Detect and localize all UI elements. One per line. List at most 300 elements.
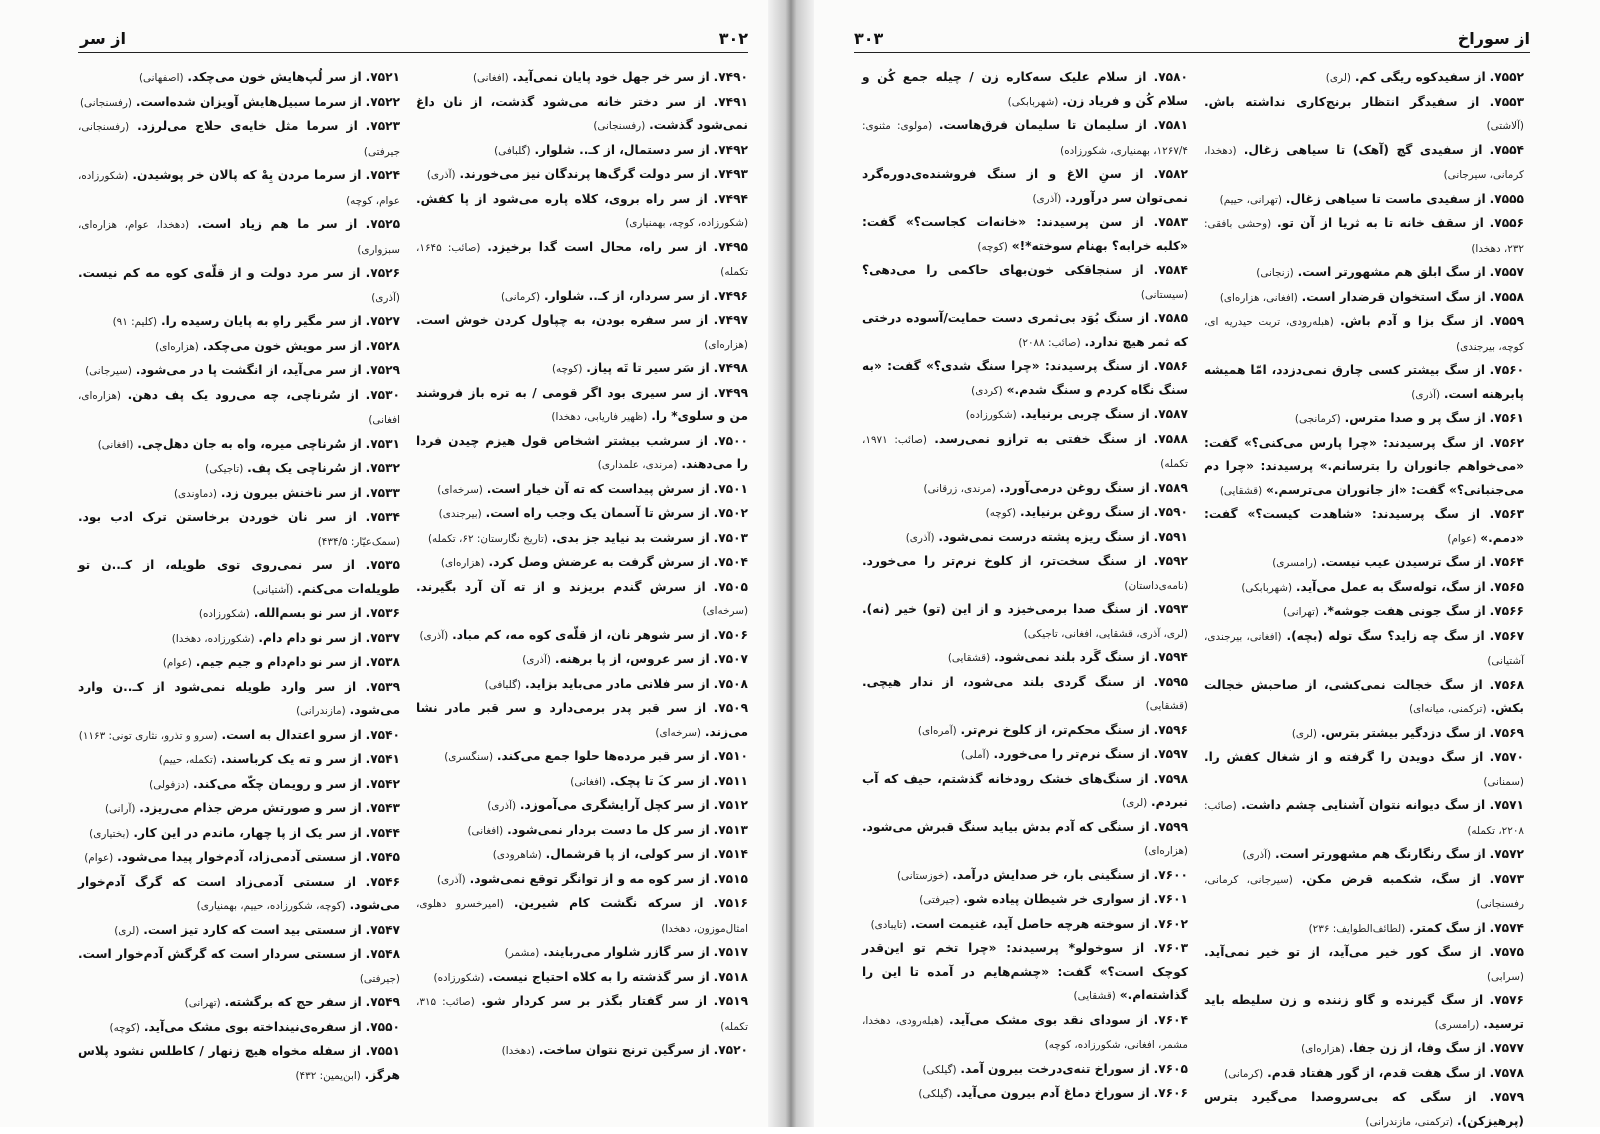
- proverb-entry: [1204, 941, 1524, 989]
- proverb-entry: [1204, 91, 1524, 139]
- proverb-source: (تاریخ نگارستان: ۶۲، تکمله): [428, 532, 548, 545]
- proverb-entry: [862, 550, 1188, 598]
- entry-number: ۷۵۳۲.: [365, 461, 400, 475]
- proverb-entry: [78, 1016, 400, 1041]
- proverb-text: از سر و ته یک کرباسند.: [220, 752, 362, 766]
- proverb-text: از سگ خجالت نمی‌کشی، از صاحبش خجالت بکش.: [1204, 677, 1524, 715]
- entry-number: ۷۵۶۸.: [1489, 677, 1525, 692]
- entry-number: ۷۵۶۴.: [1489, 555, 1524, 569]
- proverb-source: (جیرفتی): [919, 894, 960, 906]
- entry-number: ۷۵۱۰.: [713, 749, 748, 763]
- proverb-entry: [862, 501, 1188, 526]
- proverb-text: از سر کچل آرایشگری می‌آموزد.: [519, 798, 710, 812]
- proverb-entry: [862, 743, 1188, 768]
- proverb-entry: [78, 797, 400, 822]
- proverb-entry: [416, 673, 748, 698]
- proverb-text: از سنگ صدا برمی‌خیزد و از این (تو) خیر (نه).: [862, 602, 1149, 616]
- proverb-entry: [78, 457, 400, 482]
- entry-number: ۷۵۳۱.: [365, 436, 400, 451]
- entry-number: ۷۵۶۰.: [1489, 363, 1525, 377]
- proverb-entry: [78, 773, 400, 798]
- entry-number: ۷۵۹۱.: [1153, 529, 1188, 544]
- proverb-entry: [1204, 359, 1524, 407]
- proverb-text: از سر و صورتش مرض جذام می‌ریزد.: [139, 801, 362, 815]
- proverb-entry: [862, 719, 1188, 744]
- entry-number: ۷۵۵۰.: [365, 1019, 400, 1034]
- proverb-text: از سفیدی گچ (آهک) تا سیاهی زغال.: [1243, 142, 1483, 157]
- entry-number: ۷۵۰۵.: [713, 579, 748, 594]
- proverb-text: از سر کوه مه و از توانگر توقع نمی‌شود.: [469, 871, 710, 886]
- proverb-text: از سگ جونی هفت جوشه*.: [1322, 604, 1486, 618]
- proverb-source: (شکورزاده، کوچه، بهمنیاری): [625, 217, 748, 229]
- proverb-entry: [862, 428, 1188, 477]
- proverb-entry: [78, 554, 400, 602]
- proverb-text: از سگ گیرنده و گاو زننده و زن سلیطه باید ترسید.: [1204, 993, 1524, 1031]
- proverb-entry: [416, 941, 748, 966]
- proverb-entry: [1204, 1062, 1524, 1087]
- right-page: [814, 0, 1600, 1127]
- entry-number: ۷۵۸۳.: [1153, 215, 1189, 229]
- entry-number: ۷۶۰۰.: [1153, 867, 1188, 882]
- entry-number: ۷۴۹۹.: [713, 385, 749, 400]
- proverb-entry: [862, 864, 1188, 889]
- proverb-source: (آذری): [522, 654, 551, 666]
- proverb-source: (افغانی، هزاره‌ای): [1219, 291, 1298, 304]
- proverb-entry: [1204, 917, 1524, 942]
- entry-number: ۷۴۹۷.: [713, 313, 748, 327]
- proverb-entry: [1204, 1086, 1524, 1134]
- proverb-entry: [862, 937, 1188, 1009]
- proverb-text: از سگ ترسیدن عیب نیست.: [1320, 555, 1486, 569]
- entry-number: ۷۶۰۲.: [1153, 916, 1188, 931]
- proverb-text: از سر وارد طویله نمی‌شود از کـ..ن وارد می‌شود.: [78, 679, 400, 717]
- proverb-entry: [416, 745, 748, 770]
- proverb-text: از سر نان خوردن برخاستن ترک ادب بود.: [78, 510, 357, 524]
- proverb-source: (آذری): [487, 800, 517, 812]
- proverb-source: (سرخه‌ای): [655, 726, 701, 739]
- entry-number: ۷۵۱۵.: [713, 871, 748, 886]
- right-running-head: از سوراخ: [1457, 29, 1530, 48]
- proverb-entry: [78, 602, 400, 627]
- entry-number: ۷۵۴۲.: [365, 776, 400, 791]
- proverb-source: (آذری): [371, 291, 400, 304]
- proverb-text: از سر گازر شلوار می‌ربایند.: [543, 945, 710, 959]
- right-page-header: [854, 24, 1530, 48]
- entry-number: ۷۵۱۷.: [713, 945, 748, 959]
- proverb-text: از سنگ روغن درمی‌آورد.: [999, 480, 1150, 495]
- entry-number: ۷۵۱۹.: [713, 994, 749, 1008]
- entry-number: ۷۵۲۷.: [365, 314, 400, 328]
- right-page-number: ۳۰۳: [854, 29, 884, 48]
- proverb-text: از سر کَ تا پچک.: [609, 773, 710, 788]
- proverb-text: از سر راه بروی، کلاه پاره می‌شود از پا کفش.: [416, 191, 708, 206]
- proverb-text: از سن پرسیدند: «خانه‌ات کجاست؟» گفت: «کلبه خرابه؟ بهنام سوخته*!»: [862, 215, 1188, 253]
- proverb-entry: [416, 966, 748, 991]
- entry-number: ۷۵۸۵.: [1153, 311, 1189, 325]
- proverb-source: (گیلکی): [922, 1063, 957, 1076]
- proverb-entry: [416, 236, 748, 285]
- proverb-source: (آذری): [1032, 192, 1062, 205]
- proverb-source: (مولوی: مثنوی: ۱۲۶۷/۴، بهمنیاری، شکورزاده): [862, 120, 1188, 157]
- entry-number: ۷۵۶۳.: [1489, 507, 1525, 521]
- proverb-text: از سنگینی بار، خر صدایش درآمد.: [952, 867, 1150, 882]
- proverb-text: از سنگ خفتی به ترازو نمی‌رسد.: [934, 431, 1147, 446]
- proverb-text: از سر ما هم زیاد است.: [197, 217, 358, 231]
- proverb-entry: [862, 646, 1188, 671]
- proverb-text: از سنگ نرم‌تر را می‌خورد.: [993, 747, 1150, 761]
- proverb-entry: [416, 794, 748, 819]
- proverb-source: (آملی): [960, 749, 990, 761]
- proverb-source: (گلبافی): [484, 678, 522, 691]
- proverb-text: از سر گذشته را به کلاه احتیاج نیست.: [488, 969, 710, 984]
- entry-number: ۷۵۲۸.: [365, 338, 400, 353]
- entry-number: ۷۵۰۹.: [713, 701, 749, 715]
- proverb-source: (افغانی): [472, 72, 509, 84]
- proverb-source: (شهربابکی): [1007, 95, 1059, 108]
- proverb-entry: [78, 115, 400, 164]
- proverb-entry: [862, 598, 1188, 646]
- proverb-entry: [862, 211, 1188, 259]
- proverb-text: از سگ بزا و آدم باش.: [1340, 314, 1484, 328]
- proverb-entry: [78, 676, 400, 724]
- entry-number: ۷۵۹۷.: [1153, 747, 1188, 761]
- proverb-entry: [1204, 407, 1524, 432]
- proverb-text: از سستی بید است که کارد تیز است.: [143, 922, 362, 937]
- entry-number: ۷۴۹۰.: [713, 70, 748, 84]
- proverb-entry: [416, 868, 748, 893]
- proverb-entry: [862, 259, 1188, 307]
- entry-number: ۷۵۸۹.: [1153, 480, 1188, 495]
- entry-number: ۷۵۱۸.: [713, 969, 748, 984]
- proverb-entry: [78, 846, 400, 871]
- entry-number: ۷۵۹۳.: [1153, 602, 1189, 616]
- entry-number: ۷۵۹۴.: [1153, 650, 1188, 664]
- proverb-entry: [1204, 188, 1524, 213]
- proverb-entry: [1204, 794, 1524, 843]
- proverb-source: (شاهرودی): [492, 849, 542, 861]
- proverb-entry: [862, 888, 1188, 913]
- proverb-text: از سنگ چربی برنیاید.: [1020, 407, 1150, 421]
- proverb-source: (افغانی): [97, 438, 134, 451]
- right-header-rule: [854, 52, 1530, 53]
- proverb-text: از سرش گندم بریزند و از ته آن آرد بگیرند.: [416, 579, 706, 594]
- proverb-entry: [416, 576, 748, 624]
- proverb-text: از سفر حج که برگشته.: [224, 995, 362, 1009]
- proverb-entry: [862, 307, 1188, 355]
- proverb-text: از سستی آدمی‌زاد، آدم‌خوار پیدا می‌شود.: [117, 850, 362, 864]
- proverb-source: (نامه‌ی‌داستان): [1124, 579, 1188, 592]
- proverb-text: از سر راه، محال است گدا برخیزد.: [487, 239, 707, 254]
- proverb-source: (کوچه، شکورزاده، حییم، بهمنیاری): [196, 900, 346, 912]
- entry-number: ۷۵۲۹.: [365, 363, 400, 377]
- proverb-text: از سنگ محکم‌تر، از کلوخ نرم‌تر.: [960, 722, 1150, 737]
- proverb-source: (قشقایی): [1219, 484, 1263, 497]
- proverb-text: از سر مرد دولت و از قلّه‌ی کوه مه کم نیست.: [78, 266, 361, 280]
- proverb-entry: [416, 357, 748, 382]
- entry-number: ۷۵۸۶.: [1153, 359, 1189, 373]
- proverb-source: (آذری): [1242, 849, 1272, 861]
- proverb-source: (کلیم: ۹۱): [112, 316, 158, 328]
- proverb-text: از سفله مخواه هیچ زنهار / کاطلس نشود پلاس هرگز.: [78, 1044, 400, 1082]
- proverb-entry: [862, 671, 1188, 719]
- entry-number: ۷۵۶۲.: [1489, 435, 1525, 450]
- entry-number: ۷۵۴۵.: [365, 850, 400, 864]
- proverb-source: (عوام): [1447, 532, 1477, 545]
- entry-number: ۷۵۵۷.: [1489, 265, 1524, 279]
- proverb-text: از سگ پر و صدا مترس.: [1344, 411, 1486, 425]
- proverb-text: از سستی آدمی‌زاد است که گرگ آدم‌خوار می‌شود.: [78, 874, 400, 912]
- proverb-source: (شهربابکی): [1241, 581, 1293, 594]
- proverb-text: از سر سردار، از کـ.. شلوار.: [543, 288, 710, 303]
- proverb-source: (سیستانی): [1140, 288, 1188, 301]
- left-running-head: از سر: [80, 29, 126, 48]
- proverb-source: (هبله‌رودی، تربت حیدریه ای، کوچه، بیرجندی): [1204, 316, 1524, 353]
- proverb-source: (سرخه‌ای): [437, 483, 483, 496]
- proverb-source: (هبله‌رودی، دهخدا، مشمر، افغانی، شکورزاده، کوچه): [862, 1014, 1188, 1051]
- proverb-source: (هزاره‌ای، افغانی): [78, 389, 400, 426]
- proverb-entry: [862, 768, 1188, 816]
- entry-number: ۷۵۳۳.: [365, 485, 400, 500]
- proverb-entry: [78, 943, 400, 991]
- proverb-source: (قشقایی): [947, 652, 991, 664]
- entry-number: ۷۵۰۳.: [713, 530, 748, 545]
- entry-number: ۷۵۰۲.: [713, 506, 748, 520]
- left-column-1: [416, 66, 748, 1113]
- proverb-source: (عوام): [84, 852, 114, 864]
- left-page-number: ۳۰۲: [718, 29, 748, 48]
- entry-number: ۷۵۳۴.: [365, 510, 400, 524]
- proverb-text: از سنگ گردی بلند می‌شود، از ندار هیچی.: [862, 674, 1145, 689]
- proverb-source: (شکورزاده): [198, 608, 250, 620]
- entry-number: ۷۵۵۵.: [1489, 191, 1524, 206]
- proverb-source: (رامسری): [1434, 1018, 1480, 1031]
- proverb-entry: [416, 309, 748, 357]
- left-column-2: [78, 66, 400, 1113]
- proverb-entry: [78, 871, 400, 919]
- proverb-text: از سگ دزدگیر بیشتر بترس.: [1320, 725, 1486, 740]
- proverb-text: از سنگ پرسیدند: «چرا سنگ شدی؟» گفت: «به سنگ نگاه کردم و سنگ شدم.»: [862, 359, 1188, 397]
- proverb-text: از سگ کمتر.: [1409, 920, 1486, 935]
- entry-number: ۷۵۲۵.: [365, 217, 401, 231]
- proverb-text: از سر یک از پا چهار، ماندم در این کار.: [133, 825, 362, 840]
- proverb-entry: [78, 433, 400, 458]
- proverb-entry: [862, 1058, 1188, 1083]
- entry-number: ۷۵۴۱.: [365, 752, 400, 766]
- entry-number: ۷۵۲۳.: [365, 119, 401, 133]
- proverb-source: (کرمانجی): [1294, 413, 1341, 425]
- proverb-text: از سر مگیر راهِ به پایان رسیده را.: [160, 314, 362, 328]
- proverb-source: (رفسنجانی): [80, 96, 132, 109]
- proverb-source: (رفسنجانی): [593, 120, 646, 132]
- proverb-entry: [862, 1009, 1188, 1058]
- proverb-source: (لری): [114, 924, 140, 937]
- proverb-entry: [78, 748, 400, 773]
- proverb-entry: [862, 477, 1188, 502]
- entry-number: ۷۵۹۹.: [1153, 819, 1189, 834]
- proverb-text: از سنگ‌های خشک رودخانه گذشتم، حیف که آب نبردم.: [862, 771, 1188, 809]
- proverb-entry: [78, 164, 400, 213]
- proverb-entry: [862, 1082, 1188, 1107]
- proverb-entry: [78, 262, 400, 310]
- proverb-source: (کرمانی): [501, 290, 541, 303]
- proverb-source: (دزفولی): [149, 778, 190, 791]
- proverb-entry: [416, 430, 748, 478]
- proverb-source: (کردی): [971, 384, 1003, 397]
- proverb-entry: [416, 91, 748, 139]
- entry-number: ۷۴۹۴.: [713, 191, 748, 206]
- proverb-text: از سگی که بی‌سروصدا می‌گیرد بترس (پرهیزکن).: [1204, 1090, 1524, 1128]
- proverb-text: از سر قبر مرده‌ها حلوا جمع می‌کند.: [496, 749, 710, 763]
- proverb-source: (لطائف‌الطوایف: ۲۳۶): [1308, 922, 1406, 935]
- proverb-entry: [1204, 674, 1524, 722]
- proverb-source: (شکورزاده): [965, 409, 1017, 421]
- proverb-entry: [862, 816, 1188, 864]
- entry-number: ۷۵۲۶.: [365, 266, 401, 280]
- proverb-entry: [416, 478, 748, 503]
- proverb-entry: [1204, 746, 1524, 794]
- entry-number: ۷۴۹۳.: [713, 167, 748, 181]
- proverb-source: (امیرخسرو دهلوی، امثال‌موزون، دهخدا): [416, 898, 748, 935]
- proverb-text: از سر کل ما دست بردار نمی‌شود.: [507, 822, 710, 837]
- proverb-entry: [1204, 868, 1524, 917]
- proverb-entry: [78, 91, 400, 116]
- proverb-text: از سر دولت گرگ‌ها پرندگان نیز می‌خورند.: [459, 167, 710, 181]
- proverb-source: (لری): [1291, 727, 1317, 740]
- proverb-text: از سگ استخوان قرضدار است.: [1301, 289, 1486, 304]
- proverb-source: (صائب: ۱۶۴۵، تکمله): [416, 241, 748, 278]
- proverb-entry: [1204, 1037, 1524, 1062]
- proverb-source: (کرمانی): [1224, 1067, 1264, 1080]
- entry-number: ۷۵۵۲.: [1489, 70, 1524, 84]
- proverb-text: از سستی سردار است که گرگش آدم‌خوار است.: [78, 947, 362, 961]
- proverb-source: (ترکمنی، مازندرانی): [1365, 1115, 1454, 1128]
- proverb-text: از سر نو دام دام.: [258, 630, 362, 645]
- proverb-entry: [1204, 261, 1524, 286]
- proverb-text: از سر می‌آید، از انگشت پا در می‌شود.: [135, 363, 362, 377]
- proverb-entry: [78, 335, 400, 360]
- proverb-source: (مرندی، زرقانی): [923, 482, 996, 495]
- proverb-text: از سفیدکوه ریگی کم.: [1354, 70, 1486, 84]
- entry-number: ۷۵۱۴.: [713, 847, 748, 861]
- entry-number: ۷۵۷۱.: [1489, 798, 1524, 812]
- proverb-source: (لری): [1122, 797, 1148, 809]
- entry-number: ۷۴۹۲.: [713, 142, 748, 157]
- proverb-entry: [416, 502, 748, 527]
- proverb-entry: [1204, 286, 1524, 311]
- proverb-entry: [862, 355, 1188, 403]
- entry-number: ۷۵۵۱.: [365, 1044, 400, 1058]
- left-page-header: [80, 24, 748, 48]
- entry-number: ۷۵۵۳.: [1489, 94, 1525, 109]
- proverb-source: (افغانی، بیرجندی، آشتیانی): [1204, 630, 1524, 667]
- entry-number: ۷۵۸۰.: [1153, 70, 1188, 84]
- entry-number: ۷۵۹۶.: [1153, 722, 1188, 737]
- left-header-rule: [78, 52, 748, 53]
- proverb-entry: [1204, 625, 1524, 674]
- proverb-text: از سر سیری بود اگر قومی / به تره باز فروشند من و سلوی* را.: [416, 385, 748, 423]
- proverb-entry: [78, 651, 400, 676]
- proverb-entry: [78, 627, 400, 652]
- proverb-text: از سگ پرسیدند: «چرا پارس می‌کنی؟» گفت: «می‌خواهم جانوران را بترسانم.» پرسیدند: «چرا دم می‌جنبانی؟» گفت: «از جانوران می‌ترسم.»: [1204, 435, 1524, 497]
- proverb-entry: [1204, 843, 1524, 868]
- proverb-source: (تهرانی): [1282, 606, 1319, 618]
- proverb-text: از سرگین ترنج نتوان ساخت.: [538, 1043, 710, 1057]
- proverb-source: (تهرانی، حییم): [1219, 193, 1282, 206]
- entry-number: ۷۵۷۸.: [1489, 1065, 1524, 1080]
- proverb-text: از سقف خانه تا به ثریا از آن تو.: [1277, 216, 1484, 230]
- proverb-source: (مازندرانی): [296, 705, 346, 717]
- proverb-entry: [1204, 66, 1524, 91]
- proverb-entry: [862, 114, 1188, 163]
- entry-number: ۷۵۴۹.: [365, 995, 400, 1009]
- proverb-source: (جیرفتی): [359, 972, 400, 985]
- proverb-entry: [416, 527, 748, 552]
- proverb-text: از سرش تا آسمان یک وجب راه است.: [485, 506, 710, 520]
- proverb-entry: [78, 1040, 400, 1088]
- entry-number: ۷۵۳۰.: [365, 387, 400, 402]
- entry-number: ۷۵۸۴.: [1153, 263, 1188, 277]
- proverb-text: از سر نمی‌روی توی طویله، از کـ..ن تو طویله‌ات می‌کنم.: [78, 558, 400, 596]
- proverb-entry: [416, 697, 748, 745]
- proverb-text: از سوخولو* پرسیدند: «چرا تخم تو این‌قدر کوچک است؟» گفت: «چشم‌هایم در آمده تا این را گذاشته‌ام.»: [862, 941, 1188, 1002]
- entry-number: ۷۵۷۴.: [1489, 920, 1524, 935]
- proverb-text: از سفره‌ی‌نینداخته بوی مشک می‌آید.: [143, 1019, 362, 1034]
- proverb-source: (سرو و تذرو، نثاری تونی: ۱۱۶۳): [78, 729, 218, 742]
- entry-number: ۷۵۴۷.: [365, 922, 400, 937]
- entry-number: ۷۵۱۲.: [713, 798, 748, 812]
- entry-number: ۷۴۹۶.: [713, 288, 748, 303]
- proverb-source: (لری): [1325, 72, 1351, 84]
- entry-number: ۷۵۲۰.: [713, 1043, 748, 1057]
- proverb-entry: [78, 724, 400, 749]
- proverb-text: از سرما سبیل‌هایش آویزان شده‌است.: [135, 94, 362, 109]
- proverb-entry: [416, 892, 748, 941]
- entry-number: ۷۵۸۱.: [1153, 118, 1189, 132]
- entry-number: ۷۵۷۶.: [1489, 993, 1524, 1007]
- proverb-source: (سمک‌عیّار: ۴۳۴/۵): [317, 535, 400, 548]
- entry-number: ۷۴۹۸.: [713, 361, 748, 375]
- proverb-text: از سگ بیشتر کسی چارق نمی‌دزدد، امّا همیشه پابرهنه است.: [1204, 363, 1524, 401]
- entry-number: ۷۵۶۱.: [1489, 411, 1524, 425]
- proverb-entry: [78, 213, 400, 262]
- proverb-text: از سرش پیداست که ته آن خیار است.: [486, 481, 710, 496]
- proverb-text: از سنِ الاغ و از سنگ فروشنده‌ی‌دوره‌گرد نمی‌توان سر درآورد.: [862, 167, 1188, 205]
- proverb-source: (تاجیکی): [205, 463, 244, 475]
- proverb-text: از سر فلانی مادر می‌باید بزاید.: [524, 676, 710, 691]
- proverb-entry: [78, 822, 400, 847]
- proverb-entry: [416, 139, 748, 164]
- proverb-entry: [1204, 432, 1524, 504]
- proverb-source: (صائب: ۲۰۸۸): [1018, 336, 1081, 349]
- proverb-text: از سر کولی، از پا قرشمال.: [545, 847, 710, 861]
- proverb-source: (کوچه): [552, 363, 583, 375]
- entry-number: ۷۵۹۸.: [1153, 771, 1189, 786]
- proverb-entry: [862, 66, 1188, 114]
- proverb-text: از سرکه نگشت کام شیرین.: [513, 896, 704, 910]
- entry-number: ۷۵۶۷.: [1489, 628, 1525, 643]
- proverb-text: از سر دختر خانه می‌شود گذشت، از نان داغ نمی‌شود گذشت.: [416, 94, 748, 132]
- entry-number: ۷۵۰۱.: [713, 481, 748, 496]
- proverb-entry: [416, 163, 748, 188]
- proverb-entry: [416, 624, 748, 649]
- proverb-source: (قشقایی): [1145, 700, 1188, 712]
- entry-number: ۷۵۶۵.: [1489, 579, 1524, 594]
- entry-number: ۷۵۲۲.: [365, 94, 400, 109]
- entry-number: ۷۵۷۲.: [1489, 847, 1524, 861]
- proverb-source: (بیرجندی): [438, 508, 482, 520]
- entry-number: ۷۴۹۵.: [713, 239, 748, 254]
- entry-number: ۷۵۷۹.: [1489, 1090, 1525, 1104]
